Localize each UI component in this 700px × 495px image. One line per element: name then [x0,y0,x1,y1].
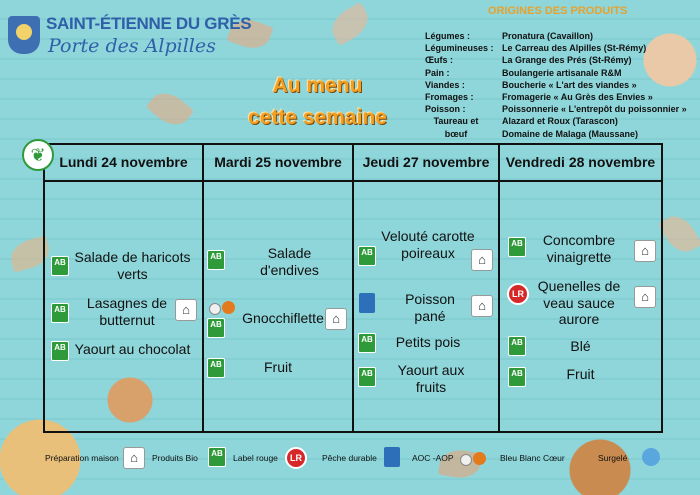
bio-label-icon: AB [51,303,69,323]
bio-label-icon: AB [207,250,225,270]
legend-preparation-maison: Préparation maison [45,453,119,463]
origins-row [425,79,687,91]
bio-label-icon: AB [358,246,376,266]
autumn-leaf-decoration [146,85,195,132]
aoc-aop-icon [460,452,486,466]
origins-label: Fromages : [425,92,474,103]
aoc-aop-icon [209,301,235,315]
legend-bleu-blanc-coeur: Bleu Blanc Cœur [500,453,565,463]
menu-item: Salade d'endives [260,245,319,278]
day-header: Mardi 25 novembre [204,145,352,182]
menu-item: Petits pois [395,334,461,350]
autumn-leaf-decoration [326,2,375,46]
sustainable-fishing-icon [359,293,375,313]
menu-item: Fruit [566,366,595,382]
day-column-vendredi [500,145,661,431]
legend-label-rouge: Label rouge [233,453,278,463]
homemade-icon: ⌂ [175,299,197,321]
page-title-line1: Au menu [272,74,363,97]
menu-item: Fruit [264,359,292,375]
organic-leaf-icon: ❦ [22,139,54,171]
homemade-icon: ⌂ [123,447,145,469]
menu-item: Lasagnes de butternut [86,295,168,328]
origins-row [425,115,687,127]
town-name: SAINT-ÉTIENNE DU GRÈS [46,14,252,33]
page-title-line2: cette semaine [248,106,387,129]
menu-item: Salade de haricots verts [74,249,191,282]
sustainable-fishing-icon [384,447,400,467]
day-header: Jeudi 27 novembre [354,145,498,182]
menu-table [43,143,663,433]
origins-row [425,67,687,79]
label-rouge-icon: LR [507,283,529,305]
origins-label: Poisson : [425,104,466,115]
origins-value: Le Carreau des Alpilles (St-Rémy) [502,43,647,54]
homemade-icon: ⌂ [471,249,493,271]
bio-label-icon: AB [508,367,526,387]
origins-row [425,91,687,103]
legend-surgele: Surgelé [598,453,628,463]
day-column-jeudi [354,145,500,431]
origins-label: Œufs : [425,55,453,66]
origins-label: Légumes : [425,31,471,41]
menu-item: Velouté carotte poireaux [381,228,475,261]
menu-item: Quenelles de veau sauce aurore [537,278,621,327]
origins-label: Viandes : [425,79,465,90]
origins-row [425,30,687,42]
autumn-leaf-decoration [658,210,700,259]
origins-row [425,54,687,66]
origins-value: Poissonnerie « L'entrepôt du poissonnier » [502,104,687,115]
legend-aoc-aop: AOC -AOP [412,453,454,463]
frozen-icon [642,448,660,466]
origins-value: Boulangerie artisanale R&M [502,67,622,78]
origins-row [425,42,687,54]
page-title [230,70,405,134]
day-header: Lundi 24 novembre [45,145,202,182]
menu-item: Gnocchiflette [242,310,324,326]
origins-label: bœuf [444,128,468,139]
origins-label: Taureau et [433,116,479,127]
origins-label: Pain : [425,67,450,78]
legend-produits-bio: Produits Bio [152,453,198,463]
label-rouge-icon: LR [285,447,307,469]
homemade-icon: ⌂ [634,286,656,308]
origins-row [425,128,687,140]
menu-item: Yaourt aux fruits [397,362,465,395]
homemade-icon: ⌂ [471,295,493,317]
origins-value: Alazard et Roux (Tarascon) [502,116,618,127]
bio-label-icon: AB [207,318,225,338]
homemade-icon: ⌂ [634,240,656,262]
menu-item: Concombre vinaigrette [542,232,616,265]
origins-row [425,103,687,115]
bio-label-icon: AB [207,358,225,378]
bio-label-icon: AB [358,333,376,353]
menu-item: Yaourt au chocolat [74,341,191,357]
town-crest-icon [8,16,40,54]
origins-value: Boucherie « L'art des viandes » [502,79,637,90]
day-header: Vendredi 28 novembre [500,145,661,182]
menu-item: Blé [570,338,591,354]
origins-value: Fromagerie « Au Grès des Envies » [502,92,653,103]
origins-value: La Grange des Prés (St-Rémy) [502,55,632,66]
bio-label-icon: AB [51,256,69,276]
bio-label-icon: AB [508,237,526,257]
origins-title: ORIGINES DES PRODUITS [488,5,628,17]
origins-value: Domaine de Malaga (Maussane) [502,128,639,139]
legend-peche-durable: Pêche durable [322,453,377,463]
bio-label-icon: AB [358,367,376,387]
origins-list [425,30,687,140]
bio-label-icon: AB [508,336,526,356]
origins-label: Légumineuses : [425,43,494,54]
bio-label-icon: AB [208,447,226,467]
day-column-mardi [204,145,354,431]
origins-value: Pronatura (Cavaillon) [502,31,594,41]
menu-item: Poisson pané [405,291,455,324]
day-column-lundi [45,145,204,431]
town-tagline: Porte des Alpilles [48,35,216,57]
homemade-icon: ⌂ [325,308,347,330]
bio-label-icon: AB [51,341,69,361]
